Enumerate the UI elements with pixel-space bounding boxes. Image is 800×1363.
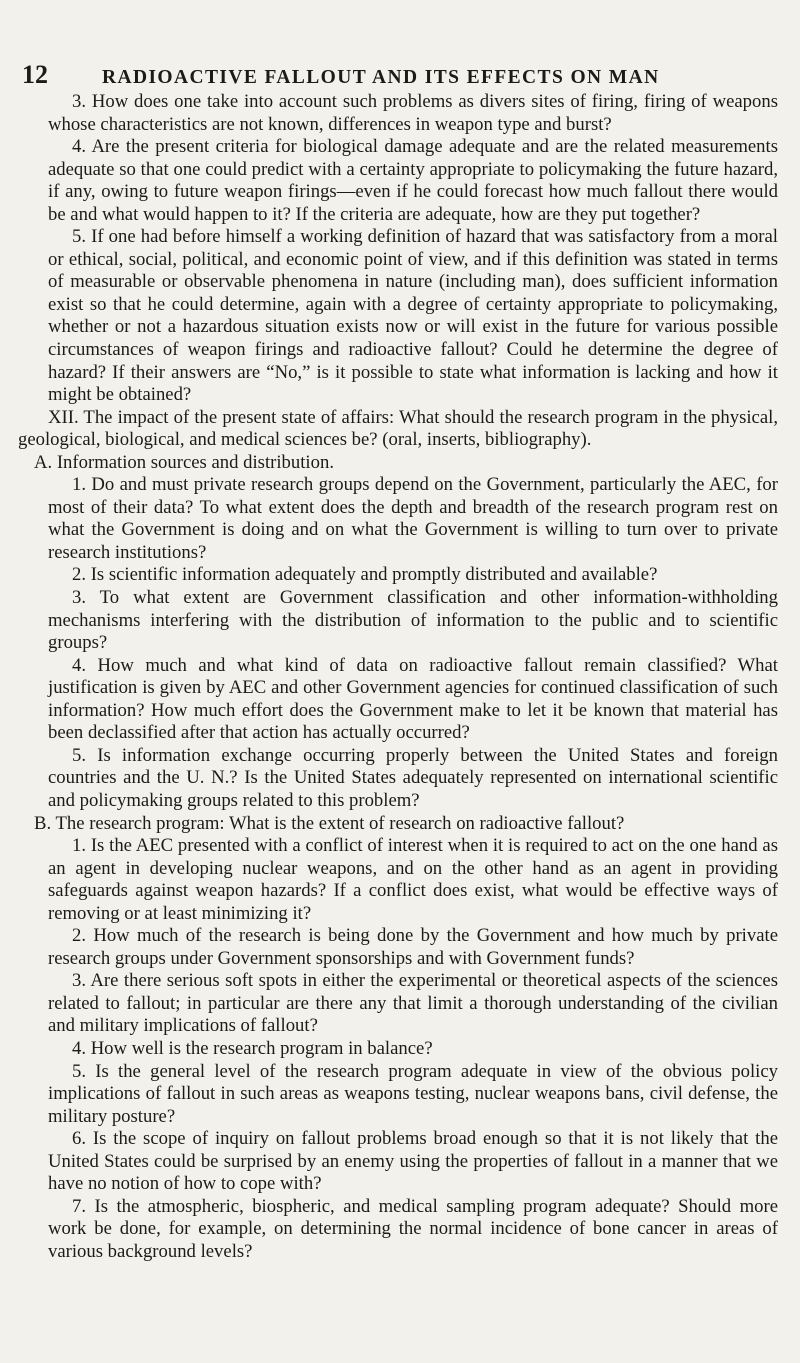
paragraph-b2: 2. How much of the research is being done by the Government and how much by private research groups under Government sponsorships and with Government funds? [48, 925, 778, 969]
body-text [18, 91, 778, 1263]
paragraph-q5: 5. If one had before himself a working definition of hazard that was satisfactory from a moral or ethical, social, political, and economic point of view, and if this definition was stated in terms of measurable or observable phenomena in nature (including man), does sufficient information exist so that he could determine, again with a degree of certainty appropriate to policymaking, whether or not a hazardous situation exists now or will exist in the future for various possible circumstances of weapon firings and radioactive fallout? Could he determine the degree of hazard? If their answers are “No,” is it possible to state what information is lacking and how it might be obtained? [48, 226, 778, 406]
paragraph-a2: 2. Is scientific information adequately and promptly distributed and available? [72, 564, 658, 586]
paragraph-q3: 3. How does one take into account such problems as divers sites of firing, firing of weapons whose characteristics are not known, differences in weapon type and burst? [48, 91, 778, 135]
subsection-heading-b: B. The research program: What is the extent of research on radioactive fallout? [34, 812, 625, 834]
subsection-heading-a: A. Information sources and distribution. [34, 451, 334, 473]
paragraph-b1: 1. Is the AEC presented with a conflict of interest when it is required to act on the one hand as an agent in developing nuclear weapons, and on the other hand as an agent in providing safeguards against weapon hazards? If a conflict does exist, what would be effective ways of removing or at least minimizing it? [48, 835, 778, 924]
paragraph-b4: 4. How well is the research program in balance? [72, 1037, 433, 1059]
paragraph-b7: 7. Is the atmospheric, biospheric, and medical sampling program adequate? Should more work be done, for example, on determining the normal incidence of bone cancer in areas of various background levels? [48, 1195, 778, 1262]
paragraph-b6: 6. Is the scope of inquiry on fallout problems broad enough so that it is not likely that the United States could be surprised by an enemy using the properties of fallout in a manner that we have no notion of how to cope with? [48, 1128, 778, 1195]
section-heading-xii: XII. The impact of the present state of affairs: What should the research program in the physical, geological, biological, and medical sciences be? (oral, inserts, bibliography). [18, 406, 778, 451]
page-header [22, 60, 770, 90]
paragraph-a1: 1. Do and must private research groups depend on the Government, particularly the AEC, for most of their data? To what extent does the depth and breadth of the research program rest on what the Government is doing and on what the Government is willing to turn over to private research institutions? [48, 474, 778, 563]
paragraph-b5: 5. Is the general level of the research program adequate in view of the obvious policy implications of fallout in such areas as weapons testing, nuclear weapons bans, civil defense, the military posture? [48, 1060, 778, 1127]
page-number: 12 [22, 60, 48, 89]
running-title: RADIOACTIVE FALLOUT AND ITS EFFECTS ON MAN [102, 67, 660, 88]
paragraph-a5: 5. Is information exchange occurring properly between the United States and foreign countries and the U. N.? Is the United States adequately represented on international scientific and policymaking groups related to this problem? [48, 744, 778, 811]
paragraph-a4: 4. How much and what kind of data on radioactive fallout remain classified? What justification is given by AEC and other Government agencies for continued classification of such information? How much effort does the Government make to let it be known that material has been declassified after that action has actually occurred? [48, 654, 778, 744]
paragraph-b3: 3. Are there serious soft spots in either the experimental or theoretical aspects of the sciences related to fallout; in particular are there any that limit a thorough understanding of the civilian and military implications of fallout? [48, 970, 778, 1037]
paragraph-a3: 3. To what extent are Government classification and other information-withholding mechanisms interfering with the distribution of information to the public and to scientific groups? [48, 587, 778, 654]
paragraph-q4: 4. Are the present criteria for biological damage adequate and are the related measurements adequate so that one could predict with a certainty appropriate to policymaking the future hazard, if any, owing to future weapon firings—even if he could forecast how much fallout there would be and what would happen to it? If the criteria are adequate, how are they put together? [48, 136, 778, 225]
